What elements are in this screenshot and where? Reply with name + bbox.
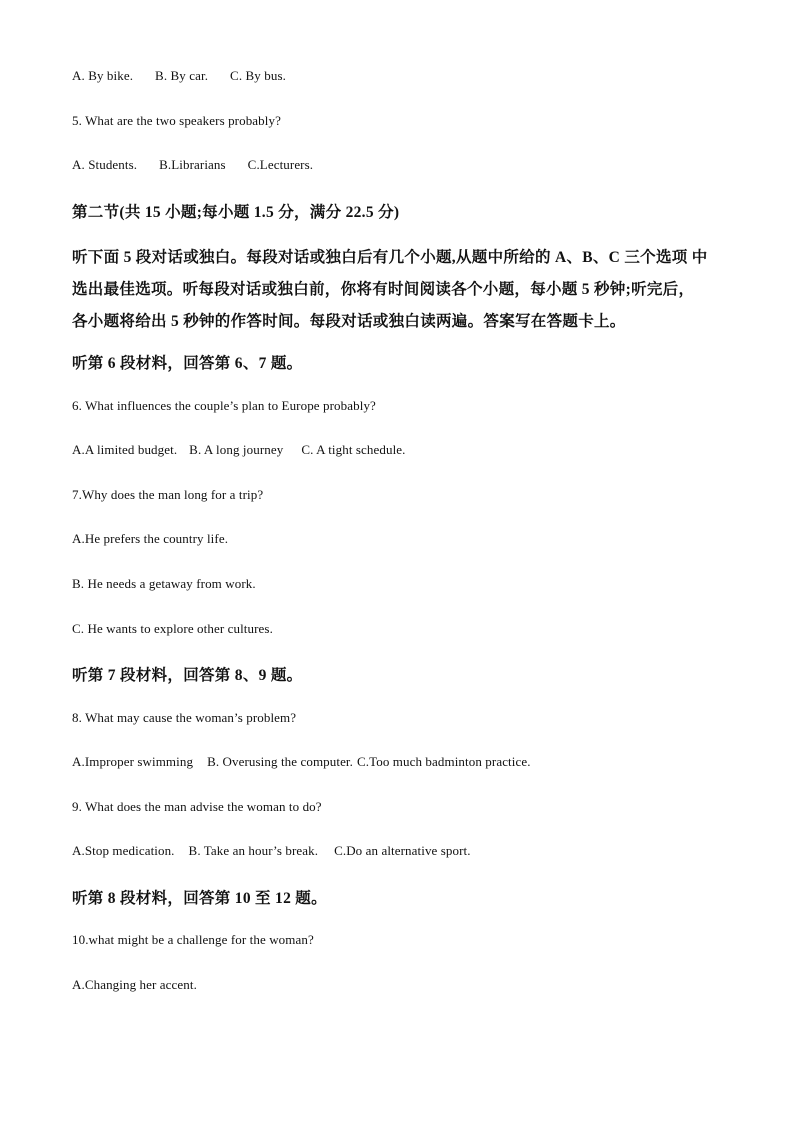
material8-heading: 听第 8 段材料，回答第 10 至 12 题。 bbox=[72, 890, 327, 907]
q4-options bbox=[72, 68, 286, 84]
q8-option-c: C.Too much badminton practice. bbox=[357, 754, 531, 769]
q8-question: 8. What may cause the woman’s problem? bbox=[72, 710, 297, 725]
q5-option-a: A. Students. bbox=[72, 157, 138, 172]
section2-heading: 第二节(共 15 小题;每小题 1.5 分，满分 22.5 分) bbox=[72, 204, 400, 221]
q9-option-a: A.Stop medication. bbox=[72, 843, 175, 858]
section2-instruction-3: 各小题将给出 5 秒钟的作答时间。每段对话或独白读两遍。答案写在答题卡上。 bbox=[72, 313, 626, 330]
section2-instruction-1: 听下面 5 段对话或独白。每段对话或独白后有几个小题,从题中所给的 A、B、C 三个选项 中 bbox=[72, 249, 708, 266]
q7-option-a: A.He prefers the country life. bbox=[72, 531, 229, 546]
q8-options bbox=[72, 754, 531, 770]
q6-options bbox=[72, 442, 406, 458]
q9-option-b: B. Take an hour’s break. bbox=[188, 843, 319, 858]
q8-option-b: B. Overusing the computer. bbox=[207, 754, 353, 769]
q8-option-a: A.Improper swimming bbox=[72, 754, 194, 769]
q4-option-c: C. By bus. bbox=[230, 68, 286, 83]
q7-option-b: B. He needs a getaway from work. bbox=[72, 576, 256, 591]
material6-heading: 听第 6 段材料，回答第 6、7 题。 bbox=[72, 355, 303, 372]
q6-option-c: C. A tight schedule. bbox=[301, 442, 406, 457]
q5-option-c: C.Lecturers. bbox=[247, 157, 314, 172]
q9-option-c: C.Do an alternative sport. bbox=[334, 843, 471, 858]
q5-option-b: B.Librarians bbox=[159, 157, 226, 172]
q7-option-c: C. He wants to explore other cultures. bbox=[72, 621, 273, 636]
q6-question: 6. What influences the couple’s plan to Europe probably? bbox=[72, 398, 376, 413]
q9-options bbox=[72, 843, 471, 859]
q7-question: 7.Why does the man long for a trip? bbox=[72, 487, 264, 502]
q4-option-b: B. By car. bbox=[155, 68, 209, 83]
q5-question: 5. What are the two speakers probably? bbox=[72, 113, 281, 128]
material7-heading: 听第 7 段材料，回答第 8、9 题。 bbox=[72, 667, 303, 684]
q4-option-a: A. By bike. bbox=[72, 68, 134, 83]
q10-question: 10.what might be a challenge for the woman? bbox=[72, 932, 314, 947]
q6-option-b: B. A long journey bbox=[189, 442, 284, 457]
q5-options bbox=[72, 157, 313, 173]
q9-question: 9. What does the man advise the woman to do? bbox=[72, 799, 322, 814]
q6-option-a: A.A limited budget. bbox=[72, 442, 178, 457]
q10-option-a: A.Changing her accent. bbox=[72, 977, 197, 992]
section2-instruction-2: 选出最佳选项。听每段对话或独白前，你将有时间阅读各个小题，每小题 5 秒钟;听完后， bbox=[72, 281, 695, 298]
